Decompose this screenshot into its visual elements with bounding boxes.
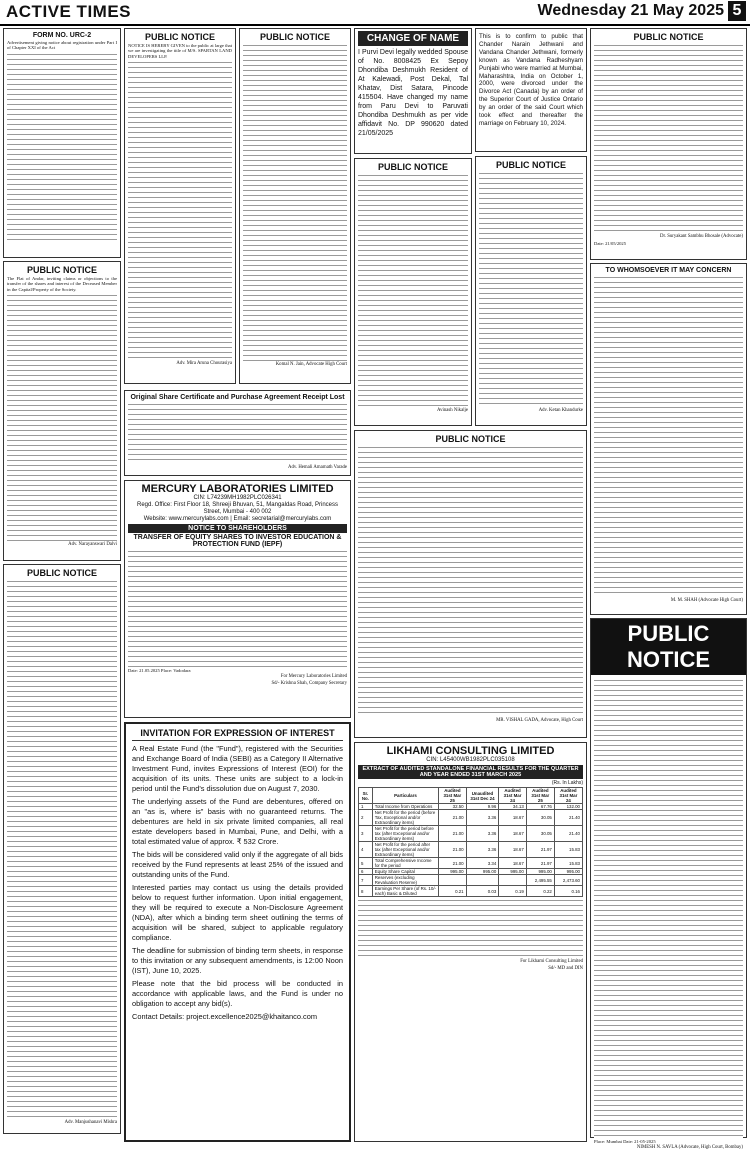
table-cell: 21.00 [439,842,467,858]
column-header: Audited 31st Mar 24 [499,788,527,804]
notice-signature: Adv. Narayanswari Dalvi [68,542,117,548]
notice-subheading: TRANSFER OF EQUITY SHARES TO INVESTOR EDUCATION & PROTECTION FUND (IEPF) [133,534,342,548]
table-cell: 9.96 [466,804,499,810]
notice-signature: Dr. Suryakant Sambhu Bhosale (Advocate) [660,234,743,239]
company-cin: CIN: L74239MH1982PLC026341 [193,495,282,501]
notice-heading: PUBLIC NOTICE [495,160,566,170]
column-4-notices [354,158,472,428]
table-cell: 34.13 [499,804,527,810]
table-cell: 995.00 [554,869,582,875]
table-cell: 2 [359,810,373,826]
notice-body-text [358,445,583,717]
table-row [359,826,583,842]
notice-signature: Komal N. Jain, Advocate High Court [275,362,347,367]
table-cell: 21.40 [554,826,582,842]
table-body [359,804,583,897]
public-notice-bhosale [590,28,747,260]
table-cell: 5 [359,858,373,869]
newspaper-title: ACTIVE TIMES [6,2,132,21]
table-row [359,842,583,858]
table-cell: 3 [359,826,373,842]
notice-signature: M. M. SHAH (Advocate High Court) [670,598,743,603]
table-cell: 7 [359,875,373,886]
table-cell: 15.83 [554,858,582,869]
change-of-name-text: I Purvi Devi legally wedded Spouse of No. 8008425 Ex Sepoy Dhondiba Deshmukh Resident of At Kalewadi, Post Dekal, Tal Khatav, Dist Satara, Pincode 415504. Have changed my name from Paru Devi to Paruvati Dhondiba Deshmukh as per vide affidavit No. DP 990620 dated 21/05/2025 [358,49,468,137]
company-name: MERCURY LABORATORIES LIMITED [141,483,334,495]
notice-lead: The Flat of Andar, inviting claims or objections to the transfer of the shares and interest of the Deceased Member in the Capital/Property of the Society. [7,276,117,292]
table-cell: 995.00 [499,869,527,875]
for-company: For Likhami Consulting Limited [520,959,583,964]
notice-body-text [594,275,743,597]
notice-signature: Avinash Nikalje [437,408,468,413]
column-3 [239,28,351,388]
column-1 [3,28,121,1144]
table-cell: 30.05 [526,826,554,842]
results-notes [358,898,583,958]
table-cell: 21.00 [439,858,467,869]
table-cell: 2,473.60 [554,875,582,886]
invitation-paragraph-5: The deadline for submission of binding term sheets, in response to this invitation or any subsequent amendments, is 12:00 Noon (IST), June 10, 2025. [132,946,343,975]
public-notice-col1-a [3,261,121,561]
table-cell: 18.67 [499,842,527,858]
table-cell: Net Profit for the period before tax (after Exceptional and/or Extraordinary items) [372,826,438,842]
masthead [0,0,750,26]
table-row [359,858,583,869]
company-signatory: Sd/- MD and DIN [548,965,583,971]
notice-body-text [243,43,347,361]
notice-heading: Original Share Certificate and Purchase Agreement Receipt Lost [130,394,345,401]
table-cell: 18.67 [499,826,527,842]
table-cell: 3.34 [466,858,499,869]
table-row [359,810,583,826]
table-cell: 6 [359,869,373,875]
column-header: Audited 31st Mar 25 [439,788,467,804]
table-row [359,875,583,886]
table-cell: 21.97 [526,842,554,858]
divorce-confirmation-notice [475,28,587,154]
public-notice-col4 [354,158,472,426]
table-cell: 0.03 [466,886,499,897]
for-company: For Mercury Laboratories Limited [280,674,347,680]
notice-date: Date: 21/05/2025 [594,240,627,246]
table-cell: 18.67 [499,810,527,826]
table-cell: 21.97 [526,858,554,869]
table-cell: 132.00 [554,804,582,810]
column-header: Audited 31st Mar 25 [526,788,554,804]
table-cell: 18.67 [499,858,527,869]
notice-heading: PUBLIC NOTICE [26,568,97,578]
invitation-paragraph-3: The bids will be considered valid only if the aggregate of all bids received by the Fund represents at least 25% of the issued and outstanding units of the Fund. [132,850,343,879]
table-cell: 995.00 [526,869,554,875]
invitation-title: INVITATION FOR EXPRESSION OF INTEREST [132,728,343,741]
table-cell: 67.76 [526,804,554,810]
financial-results-table [358,787,583,897]
invitation-paragraph-2: The underlying assets of the Fund are debentures, offered on an "as is, where is" basis with no guaranteed returns. The debentures are held in six private limited companies, all real estate developers based in Mumbai, Pune, and Delhi, with a total estimated value of approx. ₹ 532 Crore. [132,797,343,846]
date-place: Date: 21.05.2025 Place: Vadodara [128,668,191,673]
invitation-paragraph-4: Interested parties may contact us using the details provided below to request further information. Upon initial engagement, they will be required to execute a Non-Disclosure Agreement (NDA), after which a binding term sheet outlining the terms of acquisition will be shared, subject to applicable regulatory compliance. [132,883,343,942]
results-title: EXTRACT OF AUDITED STANDALONE FINANCIAL RESULTS FOR THE QUARTER AND YEAR ENDED 31ST MARCH 2025 [358,765,583,779]
table-cell: Total Income from Operations [372,804,438,810]
notice-place-date: Place: Mumbai Date: 21-05-2025 [594,1139,656,1144]
table-cell: 3.36 [466,842,499,858]
column-header: Audited 31st Mar 24 [554,788,582,804]
notice-heading: PUBLIC NOTICE [435,434,506,444]
notice-body-text [128,549,347,667]
table-cell: Total Comprehensive Income for the period [372,858,438,869]
form-heading: FORM NO. URC-2 [32,32,92,39]
public-notice-spartan [124,28,236,384]
table-row [359,886,583,897]
notice-body-text [594,678,743,1138]
table-cell: 21.00 [439,810,467,826]
table-cell: 2,495.55 [526,875,554,886]
table-cell: 0.21 [439,886,467,897]
invitation-contact: Contact Details: project.excellence2025@khaitanco.com [132,1012,317,1021]
notice-heading: PUBLIC NOTICE [259,32,330,42]
table-cell: Reserves (excluding Revaluation Reserve) [372,875,438,886]
table-cell: 32.50 [439,804,467,810]
notice-signature: NIMESH N. SAVLA (Advocate, High Court, Bombay) [636,1145,743,1151]
column-header: Unaudited 31st Dec 24 [466,788,499,804]
invitation-paragraph-1: A Real Estate Fund (the "Fund"), registered with the Securities and Exchange Board of India (SEBI) as a Category II Alternative Investment Fund, invites Expressions of Interest (EOI) for the acquisition of its units. These units are subject to a lock-in period until the Fund's dissolution due on August 7, 2030. [132,744,343,793]
notice-body-text [128,402,347,464]
table-cell [466,875,499,886]
public-notice-savla [590,618,747,1151]
notice-heading: PUBLIC NOTICE [26,265,97,275]
table-cell: 0.19 [499,886,527,897]
company-name: LIKHAMI CONSULTING LIMITED [386,745,555,757]
table-cell: Net Profit for the period after tax (after Exceptional and/or Extraordinary items) [372,842,438,858]
notice-lead: NOTICE IS HEREBY GIVEN to the public at large that we are investigating the title of M/S. SPARTAN LAND DEVELOPERS LLP. [128,43,232,59]
notice-body-text [358,173,468,407]
table-cell: 21.00 [439,826,467,842]
notice-body-text [594,43,743,233]
company-website: Website: www.mercurylabs.com | Email: secretarial@mercurylabs.com [143,516,332,522]
company-office: Regd. Office: First Floor 18, Shreeji Bhuvan, 51, Mangaldas Road, Princess Street, Mumbai - 400 002 [137,502,338,515]
form-urc2-notice [3,28,121,258]
column-header: Particulars [372,788,438,804]
company-signatory: Sd/- Krishna Shah, Company Secretary [271,681,347,686]
notice-body-text [7,293,117,541]
notice-heading: PUBLIC NOTICE [591,619,746,675]
notice-signature: Adv. Ketan Khandurke [538,408,583,413]
notice-heading: PUBLIC NOTICE [144,32,215,42]
table-cell [499,875,527,886]
change-of-name-title: CHANGE OF NAME [358,31,468,46]
to-whomsoever-notice [590,263,747,615]
form-subheading: Advertisement giving notice about registration under Part I of Chapter XXI of the Act [7,40,117,51]
table-cell: 1 [359,804,373,810]
notice-signature: Adv. Mira Aruna Chourasiya [176,361,232,367]
share-certificate-lost-notice [124,390,351,478]
mercury-laboratories-notice [124,480,351,720]
notice-body-text [128,60,232,360]
public-notice-vishal-gada [354,430,587,740]
notice-signature: Adv. Hemali Amarnath Varade [287,465,347,470]
invitation-paragraph-6: Please note that the bid process will be conducted in accordance with applicable laws, and the Fund is under no obligation to accept any bid(s). [132,979,343,1008]
notice-heading: NOTICE TO SHAREHOLDERS [128,524,347,533]
table-cell: 3.36 [466,826,499,842]
table-cell [439,875,467,886]
table-header-row [359,788,583,804]
notice-signature: MR. VISHAL GADA, Advocate, High Court [496,718,583,723]
table-cell: 15.83 [554,842,582,858]
company-cin: CIN: L45400WB1982PLC035108 [426,757,515,763]
table-cell: 0.22 [526,886,554,897]
notice-body-text [479,171,583,407]
likhami-financial-results [354,742,587,1144]
table-cell: 995.00 [439,869,467,875]
invitation-eoi-box [124,722,351,1144]
results-units: (Rs. In Lakhs) [551,780,583,786]
notice-heading: TO WHOMSOEVER IT MAY CONCERN [605,267,732,274]
notice-body-text [7,579,117,1119]
column-6 [590,28,747,1151]
column-header: Sr. No. [359,788,373,804]
table-cell: 8 [359,886,373,897]
table-cell: Net Profit for the period (before Tax, Exceptional and/or Extraordinary items) [372,810,438,826]
column-2 [124,28,236,388]
public-notice-col3 [239,28,351,384]
public-notice-col1-b [3,564,121,1134]
table-cell: 21.40 [554,810,582,826]
column-5-notices [475,156,587,428]
issue-date: Wednesday 21 May 2025 [537,2,724,19]
confirmation-text: This is to confirm to public that Chander Narain Jethwani and Vandana Chander Jethwani, formerly known as Vandana Radheshyam Punjabi who were married at Mumbai, Maharashtra, India on October 1, 2000, were divorced under the Divorce Act (Canada) by an order of the Superior Court of Justice Ontario by an order of the said Court which took effect and thereafter the marriage on February 10, 2024. [479,33,583,127]
table-cell: 995.00 [466,869,499,875]
table-cell: 30.05 [526,810,554,826]
table-cell: 0.16 [554,886,582,897]
notice-signature: Adv. Manjushanavi Mishra [64,1120,117,1125]
table-cell: Earnings Per Share (of Rs. 10/- each) Basic & Diluted [372,886,438,897]
table-cell: 3.36 [466,810,499,826]
notice-heading: PUBLIC NOTICE [377,162,448,172]
page-number: 5 [728,1,746,21]
table-cell: Equity Share Capital [372,869,438,875]
change-of-name-notice [354,28,472,156]
notice-heading: PUBLIC NOTICE [633,32,704,42]
table-cell: 4 [359,842,373,858]
form-body-text [7,52,117,242]
public-notice-col5 [475,156,587,426]
